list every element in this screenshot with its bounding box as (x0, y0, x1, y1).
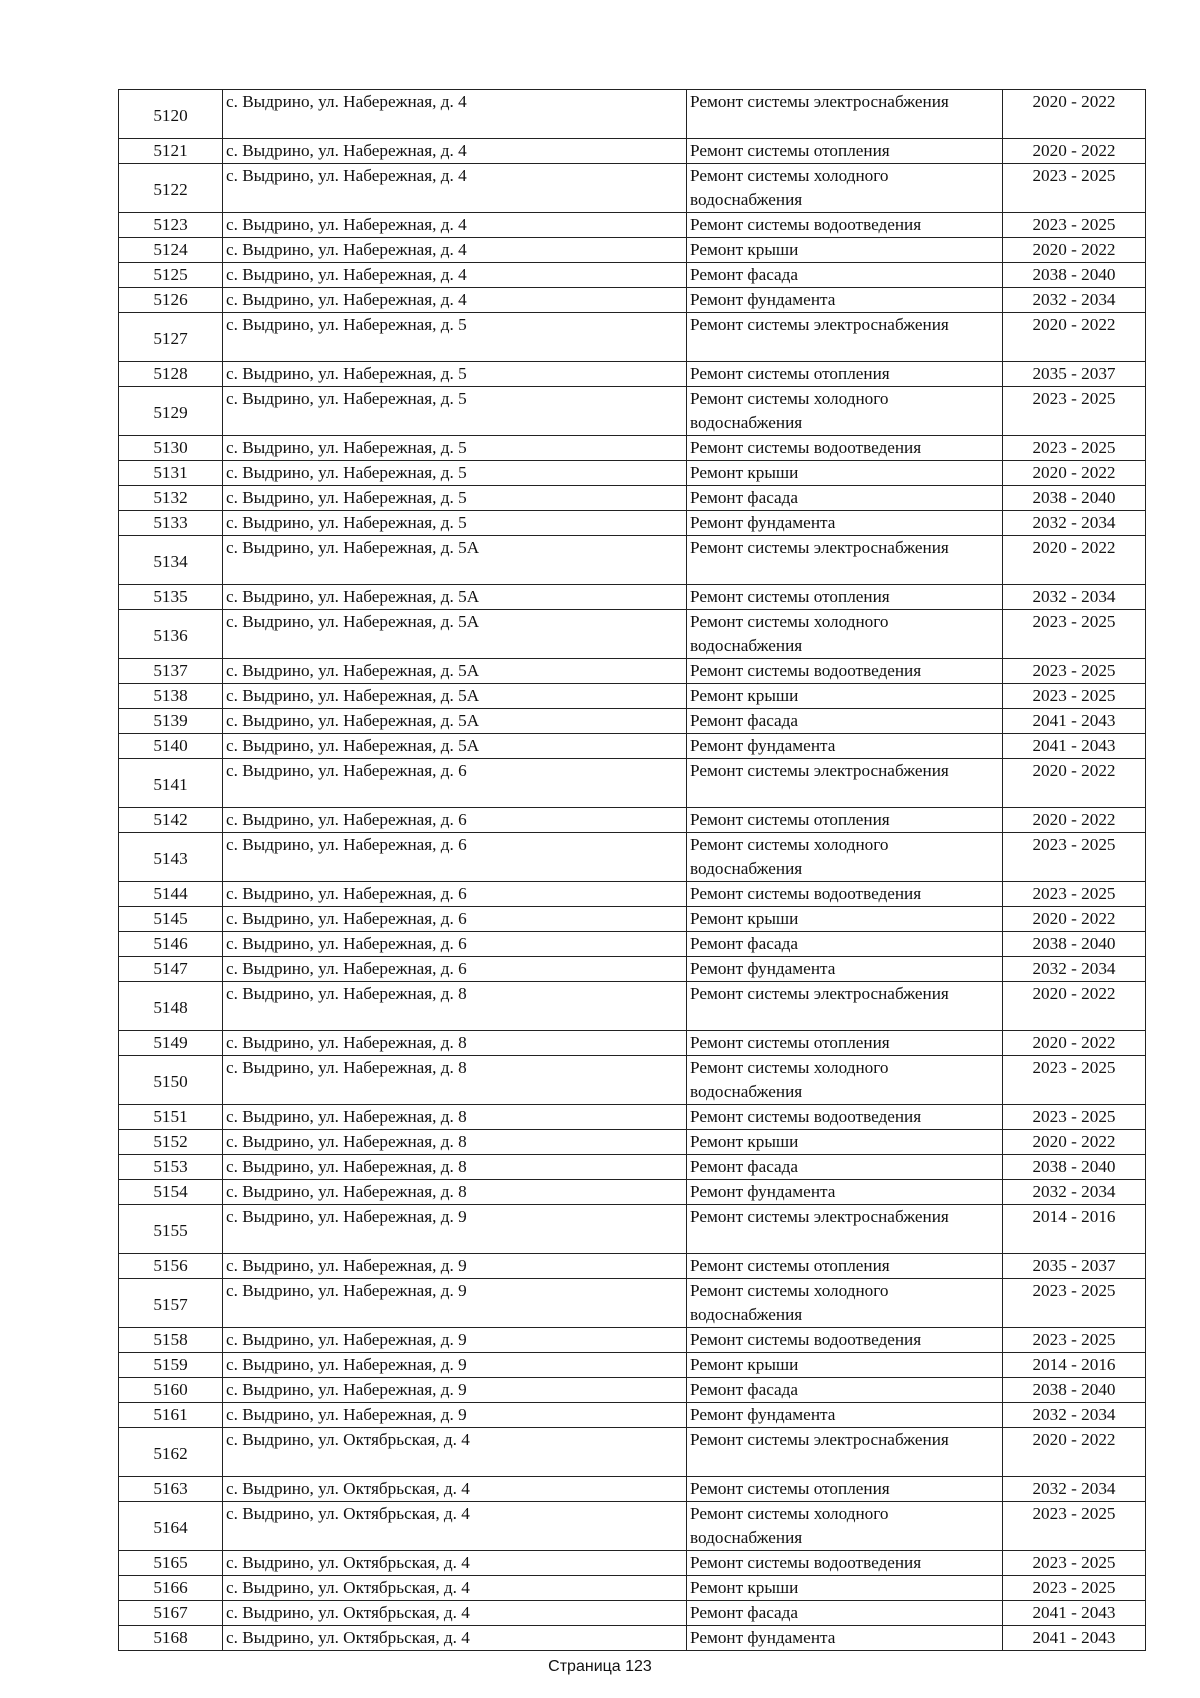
period-cell: 2023 - 2025 (1003, 213, 1146, 238)
table-row (119, 1576, 1146, 1601)
work-type-cell: Ремонт системы холодного водоснабжения (687, 1279, 1003, 1328)
table-row (119, 833, 1146, 882)
table-row (119, 511, 1146, 536)
table-row (119, 1551, 1146, 1576)
period-cell: 2023 - 2025 (1003, 659, 1146, 684)
work-type-cell: Ремонт фундамента (687, 734, 1003, 759)
table-row (119, 659, 1146, 684)
address-cell: с. Выдрино, ул. Набережная, д. 4 (223, 288, 687, 313)
row-number-cell: 5156 (119, 1254, 223, 1279)
address-cell: с. Выдрино, ул. Набережная, д. 9 (223, 1328, 687, 1353)
work-type-cell: Ремонт фасада (687, 486, 1003, 511)
address-cell: с. Выдрино, ул. Набережная, д. 9 (223, 1403, 687, 1428)
table-row (119, 1056, 1146, 1105)
table-body (119, 90, 1146, 1651)
work-type-cell: Ремонт системы отопления (687, 362, 1003, 387)
address-cell: с. Выдрино, ул. Набережная, д. 6 (223, 759, 687, 808)
work-type-cell: Ремонт системы холодного водоснабжения (687, 833, 1003, 882)
work-type-cell: Ремонт системы холодного водоснабжения (687, 164, 1003, 213)
row-number-cell: 5154 (119, 1180, 223, 1205)
period-cell: 2014 - 2016 (1003, 1205, 1146, 1254)
period-cell: 2032 - 2034 (1003, 1403, 1146, 1428)
period-cell: 2020 - 2022 (1003, 759, 1146, 808)
period-cell: 2035 - 2037 (1003, 1254, 1146, 1279)
work-type-cell: Ремонт системы водоотведения (687, 1328, 1003, 1353)
table-row (119, 957, 1146, 982)
period-cell: 2020 - 2022 (1003, 1031, 1146, 1056)
table-row (119, 1626, 1146, 1651)
row-number-cell: 5163 (119, 1477, 223, 1502)
address-cell: с. Выдрино, ул. Набережная, д. 5 (223, 436, 687, 461)
period-cell: 2023 - 2025 (1003, 164, 1146, 213)
period-cell: 2020 - 2022 (1003, 536, 1146, 585)
row-number-cell: 5147 (119, 957, 223, 982)
period-cell: 2023 - 2025 (1003, 882, 1146, 907)
row-number-cell: 5134 (119, 536, 223, 585)
address-cell: с. Выдрино, ул. Набережная, д. 6 (223, 907, 687, 932)
table-row (119, 808, 1146, 833)
period-cell: 2032 - 2034 (1003, 1180, 1146, 1205)
work-type-cell: Ремонт системы водоотведения (687, 882, 1003, 907)
row-number-cell: 5120 (119, 90, 223, 139)
work-type-cell: Ремонт системы водоотведения (687, 213, 1003, 238)
address-cell: с. Выдрино, ул. Набережная, д. 6 (223, 957, 687, 982)
row-number-cell: 5141 (119, 759, 223, 808)
work-type-cell: Ремонт системы электроснабжения (687, 1428, 1003, 1477)
address-cell: с. Выдрино, ул. Набережная, д. 5 (223, 461, 687, 486)
table-row (119, 1428, 1146, 1477)
row-number-cell: 5122 (119, 164, 223, 213)
row-number-cell: 5159 (119, 1353, 223, 1378)
work-type-cell: Ремонт фасада (687, 1378, 1003, 1403)
work-type-cell: Ремонт фасада (687, 932, 1003, 957)
table-row (119, 932, 1146, 957)
table-row (119, 907, 1146, 932)
address-cell: с. Выдрино, ул. Набережная, д. 8 (223, 1105, 687, 1130)
table-row (119, 1105, 1146, 1130)
work-type-cell: Ремонт фундамента (687, 1180, 1003, 1205)
period-cell: 2023 - 2025 (1003, 436, 1146, 461)
row-number-cell: 5131 (119, 461, 223, 486)
address-cell: с. Выдрино, ул. Октябрьская, д. 4 (223, 1601, 687, 1626)
work-type-cell: Ремонт системы электроснабжения (687, 313, 1003, 362)
work-type-cell: Ремонт системы холодного водоснабжения (687, 610, 1003, 659)
table-row (119, 486, 1146, 511)
table-row (119, 1378, 1146, 1403)
address-cell: с. Выдрино, ул. Набережная, д. 5А (223, 684, 687, 709)
row-number-cell: 5164 (119, 1502, 223, 1551)
table-row (119, 1502, 1146, 1551)
address-cell: с. Выдрино, ул. Набережная, д. 4 (223, 213, 687, 238)
work-type-cell: Ремонт системы отопления (687, 808, 1003, 833)
row-number-cell: 5128 (119, 362, 223, 387)
address-cell: с. Выдрино, ул. Октябрьская, д. 4 (223, 1477, 687, 1502)
row-number-cell: 5161 (119, 1403, 223, 1428)
period-cell: 2041 - 2043 (1003, 734, 1146, 759)
row-number-cell: 5145 (119, 907, 223, 932)
row-number-cell: 5138 (119, 684, 223, 709)
row-number-cell: 5151 (119, 1105, 223, 1130)
work-type-cell: Ремонт системы отопления (687, 1031, 1003, 1056)
row-number-cell: 5158 (119, 1328, 223, 1353)
row-number-cell: 5155 (119, 1205, 223, 1254)
address-cell: с. Выдрино, ул. Набережная, д. 6 (223, 932, 687, 957)
row-number-cell: 5160 (119, 1378, 223, 1403)
period-cell: 2020 - 2022 (1003, 90, 1146, 139)
address-cell: с. Выдрино, ул. Набережная, д. 6 (223, 833, 687, 882)
address-cell: с. Выдрино, ул. Набережная, д. 8 (223, 1180, 687, 1205)
address-cell: с. Выдрино, ул. Набережная, д. 9 (223, 1205, 687, 1254)
row-number-cell: 5129 (119, 387, 223, 436)
work-type-cell: Ремонт системы холодного водоснабжения (687, 1502, 1003, 1551)
address-cell: с. Выдрино, ул. Набережная, д. 8 (223, 1056, 687, 1105)
row-number-cell: 5140 (119, 734, 223, 759)
work-type-cell: Ремонт системы отопления (687, 139, 1003, 164)
period-cell: 2032 - 2034 (1003, 1477, 1146, 1502)
address-cell: с. Выдрино, ул. Набережная, д. 8 (223, 1155, 687, 1180)
work-type-cell: Ремонт крыши (687, 1576, 1003, 1601)
table-row (119, 213, 1146, 238)
period-cell: 2020 - 2022 (1003, 808, 1146, 833)
table-row (119, 759, 1146, 808)
work-type-cell: Ремонт системы электроснабжения (687, 982, 1003, 1031)
table-row (119, 982, 1146, 1031)
period-cell: 2023 - 2025 (1003, 1056, 1146, 1105)
table-row (119, 1279, 1146, 1328)
row-number-cell: 5123 (119, 213, 223, 238)
table-row (119, 1254, 1146, 1279)
address-cell: с. Выдрино, ул. Набережная, д. 4 (223, 90, 687, 139)
work-type-cell: Ремонт фундамента (687, 1626, 1003, 1651)
table-row (119, 387, 1146, 436)
work-type-cell: Ремонт фундамента (687, 957, 1003, 982)
table-row (119, 461, 1146, 486)
row-number-cell: 5121 (119, 139, 223, 164)
table-row (119, 610, 1146, 659)
work-type-cell: Ремонт фундамента (687, 511, 1003, 536)
table-row (119, 1205, 1146, 1254)
period-cell: 2023 - 2025 (1003, 1279, 1146, 1328)
row-number-cell: 5152 (119, 1130, 223, 1155)
table-row (119, 90, 1146, 139)
table-row (119, 1155, 1146, 1180)
row-number-cell: 5148 (119, 982, 223, 1031)
row-number-cell: 5166 (119, 1576, 223, 1601)
address-cell: с. Выдрино, ул. Набережная, д. 5А (223, 659, 687, 684)
period-cell: 2020 - 2022 (1003, 982, 1146, 1031)
row-number-cell: 5142 (119, 808, 223, 833)
row-number-cell: 5153 (119, 1155, 223, 1180)
work-type-cell: Ремонт крыши (687, 238, 1003, 263)
period-cell: 2020 - 2022 (1003, 1428, 1146, 1477)
address-cell: с. Выдрино, ул. Набережная, д. 8 (223, 982, 687, 1031)
period-cell: 2035 - 2037 (1003, 362, 1146, 387)
work-type-cell: Ремонт фасада (687, 263, 1003, 288)
work-type-cell: Ремонт системы холодного водоснабжения (687, 387, 1003, 436)
row-number-cell: 5146 (119, 932, 223, 957)
period-cell: 2032 - 2034 (1003, 585, 1146, 610)
period-cell: 2038 - 2040 (1003, 932, 1146, 957)
address-cell: с. Выдрино, ул. Набережная, д. 6 (223, 808, 687, 833)
address-cell: с. Выдрино, ул. Набережная, д. 5 (223, 387, 687, 436)
repair-schedule-table (118, 89, 1146, 1651)
work-type-cell: Ремонт фасада (687, 1601, 1003, 1626)
address-cell: с. Выдрино, ул. Набережная, д. 4 (223, 238, 687, 263)
work-type-cell: Ремонт фасада (687, 709, 1003, 734)
period-cell: 2020 - 2022 (1003, 461, 1146, 486)
period-cell: 2014 - 2016 (1003, 1353, 1146, 1378)
work-type-cell: Ремонт системы водоотведения (687, 436, 1003, 461)
work-type-cell: Ремонт крыши (687, 1130, 1003, 1155)
table-row (119, 139, 1146, 164)
address-cell: с. Выдрино, ул. Набережная, д. 5А (223, 610, 687, 659)
work-type-cell: Ремонт системы электроснабжения (687, 1205, 1003, 1254)
address-cell: с. Выдрино, ул. Набережная, д. 9 (223, 1254, 687, 1279)
address-cell: с. Выдрино, ул. Октябрьская, д. 4 (223, 1502, 687, 1551)
table-row (119, 882, 1146, 907)
period-cell: 2038 - 2040 (1003, 1378, 1146, 1403)
period-cell: 2023 - 2025 (1003, 1502, 1146, 1551)
work-type-cell: Ремонт крыши (687, 684, 1003, 709)
address-cell: с. Выдрино, ул. Набережная, д. 4 (223, 164, 687, 213)
document-page (118, 89, 1145, 1651)
table-row (119, 313, 1146, 362)
row-number-cell: 5136 (119, 610, 223, 659)
period-cell: 2023 - 2025 (1003, 1328, 1146, 1353)
row-number-cell: 5137 (119, 659, 223, 684)
address-cell: с. Выдрино, ул. Октябрьская, д. 4 (223, 1576, 687, 1601)
table-row (119, 709, 1146, 734)
period-cell: 2041 - 2043 (1003, 1601, 1146, 1626)
table-row (119, 1328, 1146, 1353)
row-number-cell: 5135 (119, 585, 223, 610)
period-cell: 2032 - 2034 (1003, 957, 1146, 982)
work-type-cell: Ремонт системы холодного водоснабжения (687, 1056, 1003, 1105)
period-cell: 2020 - 2022 (1003, 1130, 1146, 1155)
table-row (119, 238, 1146, 263)
period-cell: 2020 - 2022 (1003, 907, 1146, 932)
work-type-cell: Ремонт системы отопления (687, 585, 1003, 610)
table-row (119, 1403, 1146, 1428)
period-cell: 2038 - 2040 (1003, 1155, 1146, 1180)
work-type-cell: Ремонт системы отопления (687, 1254, 1003, 1279)
address-cell: с. Выдрино, ул. Набережная, д. 8 (223, 1130, 687, 1155)
row-number-cell: 5130 (119, 436, 223, 461)
period-cell: 2023 - 2025 (1003, 610, 1146, 659)
work-type-cell: Ремонт системы водоотведения (687, 1105, 1003, 1130)
work-type-cell: Ремонт системы водоотведения (687, 1551, 1003, 1576)
period-cell: 2023 - 2025 (1003, 1105, 1146, 1130)
address-cell: с. Выдрино, ул. Набережная, д. 6 (223, 882, 687, 907)
period-cell: 2038 - 2040 (1003, 486, 1146, 511)
work-type-cell: Ремонт системы электроснабжения (687, 90, 1003, 139)
row-number-cell: 5127 (119, 313, 223, 362)
period-cell: 2020 - 2022 (1003, 238, 1146, 263)
table-row (119, 536, 1146, 585)
row-number-cell: 5144 (119, 882, 223, 907)
table-row (119, 1180, 1146, 1205)
period-cell: 2020 - 2022 (1003, 313, 1146, 362)
address-cell: с. Выдрино, ул. Набережная, д. 4 (223, 263, 687, 288)
address-cell: с. Выдрино, ул. Набережная, д. 5А (223, 734, 687, 759)
row-number-cell: 5126 (119, 288, 223, 313)
work-type-cell: Ремонт системы водоотведения (687, 659, 1003, 684)
row-number-cell: 5168 (119, 1626, 223, 1651)
work-type-cell: Ремонт системы отопления (687, 1477, 1003, 1502)
address-cell: с. Выдрино, ул. Набережная, д. 9 (223, 1279, 687, 1328)
table-row (119, 1130, 1146, 1155)
row-number-cell: 5162 (119, 1428, 223, 1477)
address-cell: с. Выдрино, ул. Набережная, д. 5 (223, 486, 687, 511)
row-number-cell: 5150 (119, 1056, 223, 1105)
work-type-cell: Ремонт крыши (687, 461, 1003, 486)
table-row (119, 164, 1146, 213)
row-number-cell: 5125 (119, 263, 223, 288)
table-row (119, 362, 1146, 387)
row-number-cell: 5157 (119, 1279, 223, 1328)
table-row (119, 1353, 1146, 1378)
table-row (119, 1601, 1146, 1626)
table-row (119, 1031, 1146, 1056)
work-type-cell: Ремонт системы электроснабжения (687, 759, 1003, 808)
work-type-cell: Ремонт крыши (687, 907, 1003, 932)
address-cell: с. Выдрино, ул. Набережная, д. 9 (223, 1353, 687, 1378)
row-number-cell: 5167 (119, 1601, 223, 1626)
address-cell: с. Выдрино, ул. Набережная, д. 4 (223, 139, 687, 164)
address-cell: с. Выдрино, ул. Набережная, д. 5 (223, 362, 687, 387)
row-number-cell: 5133 (119, 511, 223, 536)
address-cell: с. Выдрино, ул. Октябрьская, д. 4 (223, 1551, 687, 1576)
address-cell: с. Выдрино, ул. Октябрьская, д. 4 (223, 1626, 687, 1651)
table-row (119, 684, 1146, 709)
address-cell: с. Выдрино, ул. Набережная, д. 8 (223, 1031, 687, 1056)
period-cell: 2023 - 2025 (1003, 387, 1146, 436)
row-number-cell: 5149 (119, 1031, 223, 1056)
work-type-cell: Ремонт фундамента (687, 1403, 1003, 1428)
table-row (119, 436, 1146, 461)
work-type-cell: Ремонт крыши (687, 1353, 1003, 1378)
table-row (119, 288, 1146, 313)
row-number-cell: 5165 (119, 1551, 223, 1576)
page-number-footer: Страница 123 (548, 1658, 652, 1675)
work-type-cell: Ремонт фасада (687, 1155, 1003, 1180)
work-type-cell: Ремонт системы электроснабжения (687, 536, 1003, 585)
address-cell: с. Выдрино, ул. Набережная, д. 5А (223, 536, 687, 585)
address-cell: с. Выдрино, ул. Набережная, д. 5А (223, 709, 687, 734)
period-cell: 2023 - 2025 (1003, 684, 1146, 709)
address-cell: с. Выдрино, ул. Набережная, д. 5А (223, 585, 687, 610)
period-cell: 2023 - 2025 (1003, 1576, 1146, 1601)
table-row (119, 734, 1146, 759)
period-cell: 2023 - 2025 (1003, 1551, 1146, 1576)
period-cell: 2020 - 2022 (1003, 139, 1146, 164)
address-cell: с. Выдрино, ул. Набережная, д. 5 (223, 511, 687, 536)
address-cell: с. Выдрино, ул. Набережная, д. 9 (223, 1378, 687, 1403)
row-number-cell: 5139 (119, 709, 223, 734)
period-cell: 2038 - 2040 (1003, 263, 1146, 288)
table-row (119, 585, 1146, 610)
period-cell: 2032 - 2034 (1003, 511, 1146, 536)
period-cell: 2023 - 2025 (1003, 833, 1146, 882)
table-row (119, 263, 1146, 288)
period-cell: 2041 - 2043 (1003, 709, 1146, 734)
row-number-cell: 5132 (119, 486, 223, 511)
address-cell: с. Выдрино, ул. Набережная, д. 5 (223, 313, 687, 362)
row-number-cell: 5143 (119, 833, 223, 882)
period-cell: 2032 - 2034 (1003, 288, 1146, 313)
row-number-cell: 5124 (119, 238, 223, 263)
table-row (119, 1477, 1146, 1502)
work-type-cell: Ремонт фундамента (687, 288, 1003, 313)
address-cell: с. Выдрино, ул. Октябрьская, д. 4 (223, 1428, 687, 1477)
period-cell: 2041 - 2043 (1003, 1626, 1146, 1651)
